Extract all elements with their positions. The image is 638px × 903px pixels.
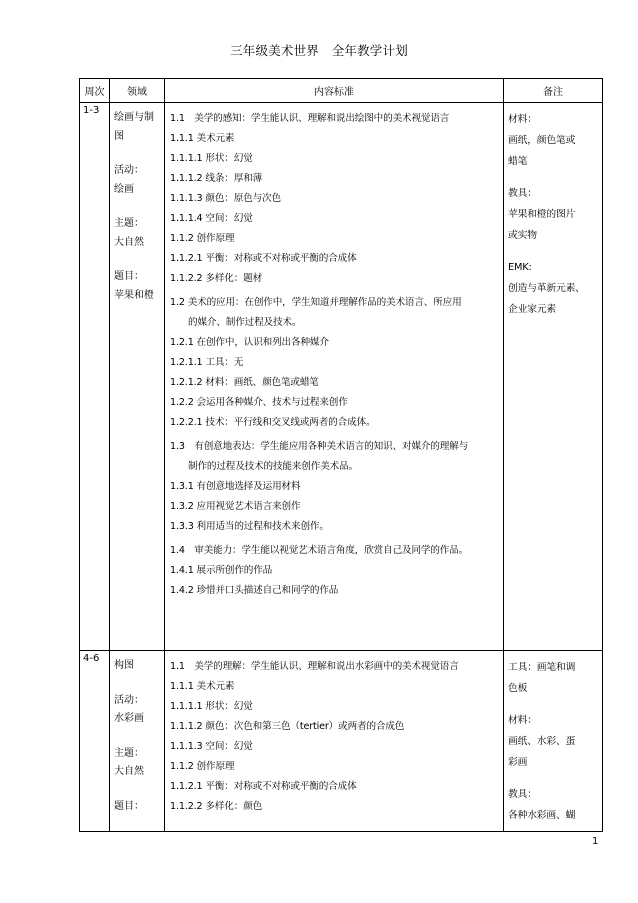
notes-line: EMK:: [508, 262, 532, 273]
content-standard-line: 1.3.2 应用视觉艺术语言来创作: [170, 501, 301, 512]
content-standard-line: 1.2 美术的应用：在创作中，学生知道并理解作品的美术语言、所应用: [170, 297, 462, 308]
notes-line: 材料：: [508, 114, 537, 125]
notes-line: 画纸，颜色笔或: [508, 135, 576, 146]
table-body: [80, 103, 603, 832]
spacer: [508, 699, 602, 710]
content-standard-line: 1.1.2.2 多样化：题材: [170, 273, 263, 284]
domain-line: 图: [114, 130, 124, 142]
content-standard-line: 1.1 美学的感知：学生能认识、理解和说出绘图中的美术视觉语言: [170, 113, 450, 124]
week-cell: 4-6: [80, 651, 110, 832]
content-standard-line: 1.1.1 美术元素: [170, 681, 235, 692]
notes-cell: [504, 651, 603, 832]
content-standard-line: 1.1.1.4 空间：幻觉: [170, 213, 253, 224]
content-standard-line: 1.4.1 展示所创作的作品: [170, 565, 273, 576]
header-content: 内容标准: [165, 79, 504, 103]
header-week: 周次: [80, 79, 110, 103]
content-cell: [165, 103, 504, 651]
page-number: 1: [592, 836, 599, 847]
content-standard-line: 1.1.2 创作原理: [170, 761, 235, 772]
notes-line: 创造与革新元素、: [508, 283, 585, 294]
content-standard-line: 1.1 美学的理解：学生能认识、理解和说出水彩画中的美术视觉语言: [170, 661, 459, 672]
content-standard-line: 的媒介、制作过程及技术。: [188, 317, 302, 328]
content-standard-line: 1.1.1.2 线条：厚和薄: [170, 173, 263, 184]
content-standard-line: 1.2.1 在创作中，认识和列出各种媒介: [170, 337, 329, 348]
week-cell: 1-3: [80, 103, 110, 651]
spacer: [114, 146, 164, 162]
content-standard-line: 1.3.1 有创意地选择及运用材料: [170, 481, 301, 492]
spacer: [114, 252, 164, 268]
teaching-plan-table: [79, 78, 603, 832]
notes-cell: [504, 103, 603, 651]
content-standard-line: 1.1.2.1 平衡：对称或不对称或平衡的合成体: [170, 781, 357, 792]
notes-line: 材料：: [508, 715, 537, 726]
content-standard-line: 1.2.1.2 材料：画纸、颜色笔或蜡笔: [170, 377, 319, 388]
notes-line: 教具：: [508, 789, 537, 800]
content-standard-line: 1.1.1.1 形状：幻觉: [170, 153, 253, 164]
spacer: [114, 729, 164, 745]
content-standard-line: 1.1.1.3 颜色：原色与次色: [170, 193, 281, 204]
content-standard-line: 1.1.2 创作原理: [170, 233, 235, 244]
notes-line: 教具：: [508, 188, 537, 199]
spacer: [114, 199, 164, 215]
domain-line: 绘画: [114, 183, 134, 195]
domain-line: 活动：: [114, 165, 144, 176]
notes-line: 工具：画笔和调: [508, 662, 576, 673]
domain-line: 大自然: [114, 766, 144, 777]
notes-line: 各种水彩画、蝴: [508, 810, 576, 821]
spacer: [114, 676, 164, 692]
spacer: [508, 246, 602, 257]
content-standard-line: 1.4.2 珍惜并口头描述自己和同学的作品: [170, 585, 339, 596]
notes-line: 色板: [508, 683, 528, 694]
spacer: [508, 773, 602, 784]
content-standard-line: 1.1.1 美术元素: [170, 133, 235, 144]
table-row: [80, 103, 603, 651]
domain-line: 主题：: [114, 218, 144, 229]
domain-line: 构图: [114, 660, 134, 671]
domain-cell: [110, 651, 165, 832]
spacer: [114, 782, 164, 798]
domain-line: 绘画与制: [114, 112, 154, 123]
content-standard-line: 1.1.1.2 颜色：次色和第三色（tertier）或两者的合成色: [170, 721, 405, 732]
table-row: [80, 651, 603, 832]
domain-line: 主题：: [114, 747, 144, 759]
content-standard-line: 1.3.3 利用适当的过程和技术来创作。: [170, 521, 329, 532]
domain-cell: [110, 103, 165, 651]
notes-line: 蜡笔: [508, 156, 528, 167]
notes-line: 或实物: [508, 230, 537, 241]
content-standard-line: 1.1.1.3 空间：幻觉: [170, 741, 253, 752]
content-standard-line: 1.2.2 会运用各种媒介、技术与过程来创作: [170, 397, 348, 408]
content-standard-line: 制作的过程及技术的技能来创作美术品。: [188, 461, 358, 472]
content-standard-line: 1.1.2.1 平衡：对称或不对称或平衡的合成体: [170, 253, 357, 264]
domain-line: 苹果和橙: [114, 289, 154, 301]
notes-line: 彩画: [508, 757, 528, 768]
header-notes: 备注: [504, 79, 603, 103]
domain-line: 水彩画: [114, 713, 144, 724]
content-standard-line: 1.3 有创意地表达：学生能应用各种美术语言的知识、对媒介的理解与: [170, 441, 469, 452]
content-standard-line: 1.2.2.1 技术：平行线和交叉线或两者的合成体。: [170, 417, 376, 428]
content-standard-line: 1.4 审美能力：学生能以视觉艺术语言角度，欣赏自己及同学的作品。: [170, 545, 469, 556]
table-header-row: [80, 79, 603, 103]
spacer: [508, 172, 602, 183]
domain-line: 题目：: [114, 271, 144, 282]
document-title: 三年级美术世界 全年教学计划: [230, 43, 408, 58]
domain-line: 题目：: [114, 800, 144, 812]
notes-line: 企业家元素: [508, 304, 556, 315]
domain-line: 活动：: [114, 694, 144, 706]
domain-line: 大自然: [114, 236, 144, 248]
content-standard-line: 1.1.1.1 形状：幻觉: [170, 701, 253, 712]
content-standard-line: 1.2.1.1 工具：无: [170, 357, 244, 368]
content-standard-line: 1.1.2.2 多样化：颜色: [170, 801, 263, 812]
notes-line: 画纸、水彩、蛋: [508, 736, 576, 747]
notes-line: 苹果和橙的图片: [508, 209, 576, 220]
header-domain: 领域: [110, 79, 165, 103]
content-cell: [165, 651, 504, 832]
